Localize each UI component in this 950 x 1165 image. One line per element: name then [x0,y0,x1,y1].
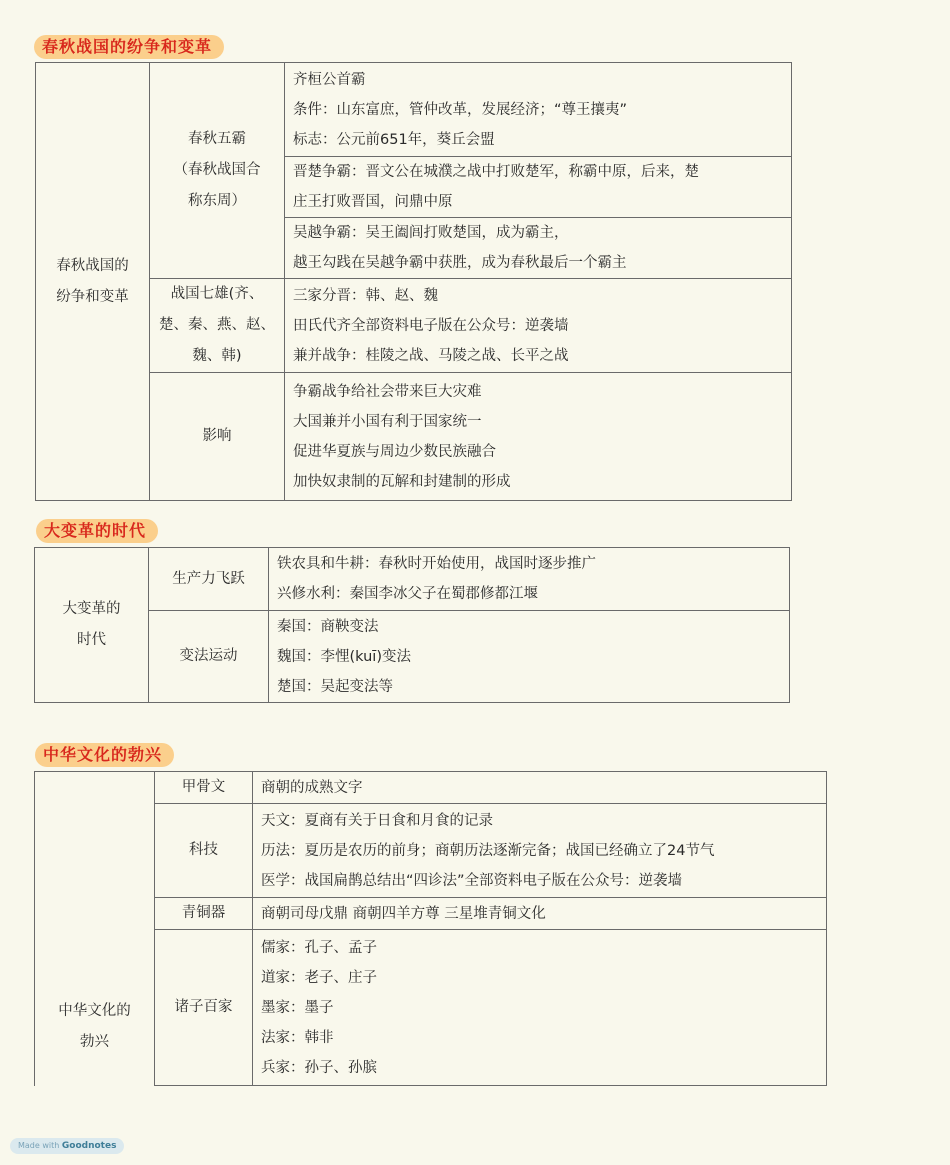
content-cell [285,157,792,218]
content-cell [285,373,792,501]
content-line: 法家：韩非 [261,1029,334,1046]
content-line: 医学：战国扁鹊总结出“四诊法”全部资料电子版在公众号：逆袭墙 [261,872,683,889]
content-line: 历法：夏历是农历的前身；商朝历法逐渐完备；战国已经确立了24节气 [261,842,715,859]
group-label-line: 影响 [202,428,232,444]
root-label-line: 时代 [77,632,106,648]
table-chunqiu-zhanguo [35,62,792,501]
root-cell [35,772,155,1086]
table-zhonghua-wenhua [34,771,827,1086]
content-cell [269,611,790,703]
group-label: 甲骨文 [155,772,253,804]
root-cell [36,63,150,501]
content-line: 天文：夏商有关于日食和月食的记录 [261,812,493,829]
content-line: 大国兼并小国有利于国家统一 [293,413,482,430]
group-label-line: 楚、秦、燕、赵、 [159,317,275,333]
content-line: 魏国：李悝(kuī)变法 [277,648,411,665]
content-cell [285,218,792,279]
root-label-line: 勃兴 [80,1033,109,1050]
group-label-line: 魏、韩) [192,348,242,364]
root-cell [35,548,149,703]
content-line: 条件：山东富庶，管仲改革，发展经济；“尊王攘夷” [293,101,628,118]
group-label: 青铜器 [155,898,253,930]
brand-label: Goodnotes [61,1141,117,1151]
content-line: 儒家：孔子、孟子 [261,939,377,956]
content-cell [253,804,827,898]
content-line: 庄王打败晋国，问鼎中原 [293,194,453,210]
section-title-2: 大变革的时代 [36,519,158,543]
content-cell [285,63,792,157]
content-line: 墨家：墨子 [261,999,334,1016]
root-label-line: 春秋战国的 [56,257,129,274]
content-line: 商朝的成熟文字 [261,779,363,796]
group-label-zhanguo [150,279,285,373]
content-line: 道家：老子、庄子 [261,969,377,986]
group-label: 科技 [155,804,253,898]
group-label-chunqiu [150,63,285,279]
content-cell [253,772,827,804]
content-line: 铁农具和牛耕：春秋时开始使用，战国时逐步推广 [277,556,596,572]
group-label-line: 称东周） [188,193,246,209]
content-line: 争霸战争给社会带来巨大灾难 [293,383,482,400]
content-line: 田氏代齐全部资料电子版在公众号：逆袭墙 [293,317,569,334]
content-line: 兼并战争：桂陵之战、马陵之战、长平之战 [293,347,569,364]
root-label-line: 纷争和变革 [56,288,129,305]
content-line: 加快奴隶制的瓦解和封建制的形成 [293,473,511,490]
made-with-label: Made with [18,1141,60,1150]
content-line: 晋楚争霸：晋文公在城濮之战中打败楚军，称霸中原，后来，楚 [293,164,699,180]
group-label: 诸子百家 [155,930,253,1086]
group-label: 生产力飞跃 [149,548,269,611]
content-cell [269,548,790,611]
content-cell [253,930,827,1086]
content-line: 吴越争霸：吴王阖闾打败楚国，成为霸主， [293,225,569,241]
group-label-yingxiang [150,373,285,501]
content-line: 兴修水利：秦国李冰父子在蜀郡修都江堰 [277,586,538,602]
section-title-3: 中华文化的勃兴 [35,743,174,767]
content-cell [253,898,827,930]
content-line: 越王勾践在吴越争霸中获胜，成为春秋最后一个霸主 [293,255,627,271]
content-line: 促进华夏族与周边少数民族融合 [293,443,496,460]
root-label-line: 大变革的 [62,601,121,617]
section-title-1: 春秋战国的纷争和变革 [34,35,224,59]
group-label-line: （春秋战国合 [173,162,261,178]
group-label: 变法运动 [149,611,269,703]
content-line: 秦国：商鞅变法 [277,618,379,635]
root-label-line: 中华文化的 [58,1002,131,1019]
content-line: 兵家：孙子、孙膑 [261,1059,377,1076]
group-label-line: 春秋五霸 [188,131,246,147]
content-line: 齐桓公首霸 [293,71,366,88]
content-line: 楚国：吴起变法等 [277,678,393,695]
content-line: 三家分晋：韩、赵、魏 [293,287,438,304]
group-label-line: 战国七雄(齐、 [170,286,264,302]
content-line: 标志：公元前651年，葵丘会盟 [293,131,495,148]
content-line: 商朝司母戊鼎 商朝四羊方尊 三星堆青铜文化 [261,905,546,922]
table-da-biange [34,547,790,703]
content-cell [285,279,792,373]
goodnotes-badge [10,1138,124,1154]
